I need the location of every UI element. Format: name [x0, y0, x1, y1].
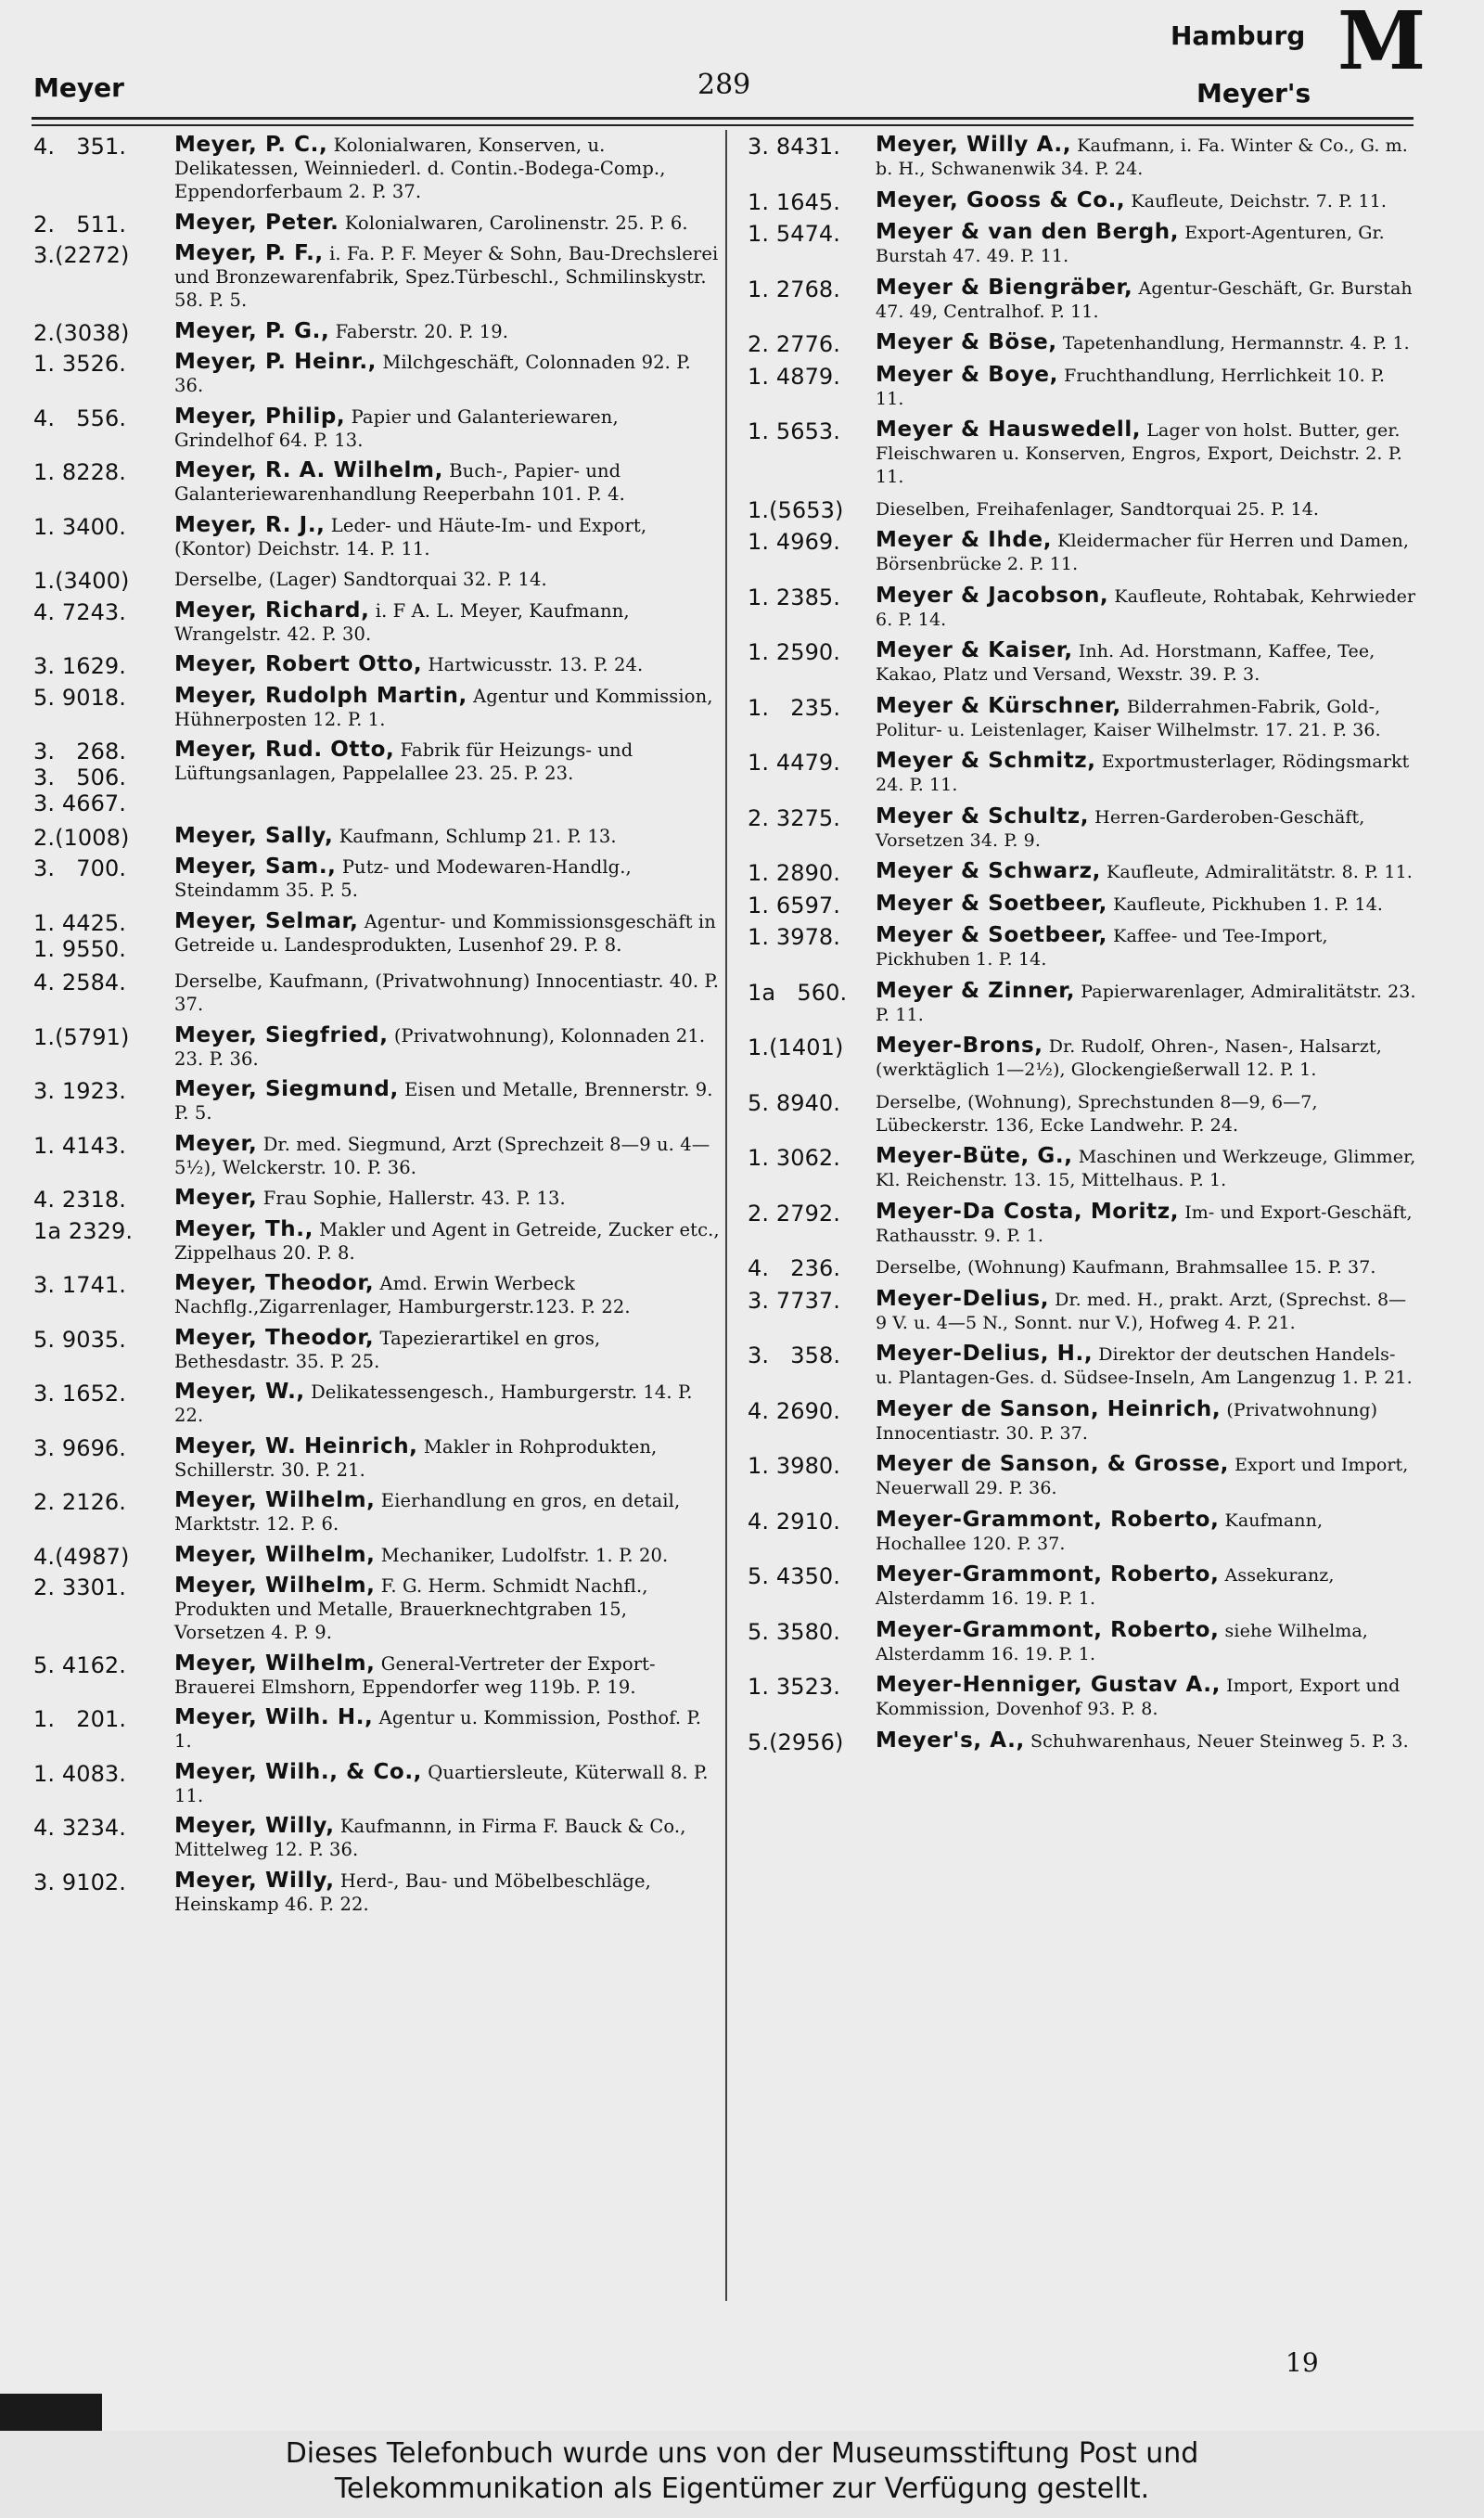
entry-name: Meyer's, A.,	[876, 1728, 1025, 1753]
directory-entry	[33, 685, 720, 731]
entry-details: Frau Sophie, Hallerstr. 43. P. 13.	[257, 1188, 566, 1209]
entry-details: Direktor der deutschen Handels- u. Plantagen-Ges. d. Südsee-Inseln, Am Langenzug 1. P. 21.	[876, 1344, 1413, 1388]
entry-details: Herren-Garderoben-Geschäft, Vorsetzen 34. P. 9.	[876, 806, 1365, 851]
directory-entry	[748, 1729, 1417, 1754]
directory-entry	[33, 739, 720, 816]
directory-entry	[748, 418, 1417, 489]
directory-entry	[33, 514, 720, 560]
entry-name: Meyer-Büte, G.,	[876, 1144, 1073, 1168]
entry-name: Meyer, Th.,	[174, 1216, 313, 1241]
entry-details: Im- und Export-Geschäft, Rathausstr. 9. P. 1.	[876, 1201, 1413, 1246]
entry-details: Faberstr. 20. P. 19.	[329, 320, 509, 342]
phone-number: 1. 201.	[33, 1706, 127, 1732]
entry-name: Meyer-Grammont, Roberto,	[876, 1562, 1220, 1587]
directory-entry	[33, 242, 720, 312]
entry-details: Kolonialwaren, Konserven, u. Delikatessen, Weinniederl. d. Contin.-Bodega-Comp., Eppendorferbaum 2. P. 37.	[174, 135, 666, 202]
entry-name: Meyer-Henniger, Gustav A.,	[876, 1673, 1221, 1697]
entry-details: Papierwarenlager, Admiralitätstr. 23. P. 11.	[876, 981, 1416, 1025]
entry-name: Meyer & Ihde,	[876, 528, 1053, 552]
directory-entry	[748, 1674, 1417, 1721]
directory-entry	[748, 134, 1417, 181]
entry-details: Makler in Rohprodukten, Schillerstr. 30. P. 21.	[174, 1435, 658, 1481]
directory-entry	[748, 331, 1417, 355]
directory-entry	[748, 1034, 1417, 1082]
entry-name: Meyer & Kaiser,	[876, 638, 1073, 662]
entry-name: Meyer, Sally,	[174, 823, 334, 848]
directory-entry	[748, 1398, 1417, 1445]
phone-number: 1. 2590.	[748, 639, 841, 665]
directory-entry	[33, 1024, 720, 1071]
entry-name: Meyer, W.,	[174, 1380, 305, 1404]
entry-details: Putz- und Modewaren-Handlg., Steindamm 35. P. 5.	[174, 856, 632, 901]
entry-details: Maschinen und Werkzeuge, Glimmer, Kl. Reichenstr. 13. 15, Mittelhaus. P. 1.	[876, 1147, 1416, 1190]
entry-details: Derselbe, Kaufmann, (Privatwohnung) Innocentiastr. 40. P. 37.	[174, 970, 719, 1015]
entry-name: Meyer & Soetbeer,	[876, 891, 1108, 916]
entry-details: Lager von holst. Butter, ger. Fleischwaren u. Konserven, Engros, Export, Deichstr. 2. P. 11.	[876, 420, 1402, 487]
phone-number: 2. 2776.	[748, 331, 841, 357]
phone-number: 1. 1645.	[748, 188, 841, 215]
phone-number: 3. 268. 3. 506. 3. 4667.	[33, 739, 127, 816]
entry-details: Eierhandlung en gros, en detail, Marktstr. 12. P. 6.	[174, 1490, 681, 1535]
entry-name: Meyer, Peter.	[174, 210, 339, 235]
header-left-name: Meyer	[33, 72, 124, 103]
entry-details: Herd-, Bau- und Möbelbeschläge, Heinskamp 46. P. 22.	[174, 1869, 651, 1915]
phone-number: 4. 351.	[33, 134, 127, 160]
entry-details: Delikatessengesch., Hamburgerstr. 14. P. 22.	[174, 1381, 693, 1426]
phone-number: 1a 2329.	[33, 1217, 134, 1244]
entry-details: Export-Agenturen, Gr. Burstah 47. 49. P. 11.	[876, 223, 1385, 266]
entry-details: Kaufmannn, in Firma F. Bauck & Co., Mittelweg 12. P. 36.	[174, 1816, 686, 1860]
entry-name: Meyer, Selmar,	[174, 908, 359, 933]
scan-edge-bar	[0, 2394, 102, 2431]
entry-details: Agentur u. Kommission, Posthof. P. 1.	[174, 1707, 702, 1752]
phone-number: 1. 2768.	[748, 276, 841, 302]
directory-entry	[748, 189, 1417, 213]
entry-name: Meyer-Da Costa, Moritz,	[876, 1199, 1180, 1224]
entry-details: Tapezierartikel en gros, Bethesdastr. 35. P. 25.	[174, 1327, 601, 1372]
phone-number: 1. 3062.	[748, 1145, 841, 1171]
directory-entry	[33, 1218, 720, 1265]
entry-details: Hartwicusstr. 13. P. 24.	[422, 654, 644, 675]
entry-name: Meyer, Theodor,	[174, 1271, 375, 1295]
phone-number: 2. 2792.	[748, 1200, 841, 1227]
directory-entry	[33, 855, 720, 902]
entry-details: (Privatwohnung), Kolonnaden 21. 23. P. 36.	[174, 1024, 706, 1070]
directory-entry	[33, 1652, 720, 1699]
phone-number: 4. 556.	[33, 405, 127, 431]
phone-number: 1. 3980.	[748, 1453, 841, 1479]
phone-number: 3. 1652.	[33, 1381, 127, 1407]
entry-details: Kolonialwaren, Carolinenstr. 25. P. 6.	[339, 212, 688, 234]
entry-name: Meyer-Grammont, Roberto,	[876, 1617, 1220, 1642]
phone-number: 4. 2690.	[748, 1397, 841, 1424]
entry-name: Meyer & Schwarz,	[876, 859, 1101, 883]
phone-number: 2.(1008)	[33, 824, 130, 851]
directory-entry	[748, 1563, 1417, 1611]
entry-details: General-Vertreter der Export-Brauerei Elmshorn, Eppendorfer weg 119b. P. 19.	[174, 1652, 656, 1698]
entry-name: Meyer & Jacobson,	[876, 583, 1109, 608]
phone-number: 3. 9102.	[33, 1869, 127, 1895]
entry-name: Meyer,	[174, 1186, 258, 1210]
phone-number: 1. 5474.	[748, 221, 841, 247]
directory-entry	[748, 893, 1417, 917]
caption-line-2: Telekommunikation als Eigentümer zur Verfügung gestellt.	[334, 2473, 1150, 2505]
directory-entry	[33, 1272, 720, 1318]
header-letter: M	[1337, 0, 1426, 88]
entry-name: Meyer, Siegfried,	[174, 1022, 389, 1047]
directory-entry	[748, 1343, 1417, 1390]
entry-details: siehe Wilhelma, Alsterdamm 16. 19. P. 1.	[876, 1620, 1368, 1664]
directory-entry	[748, 364, 1417, 411]
directory-entry	[33, 1574, 720, 1644]
directory-entry	[748, 221, 1417, 268]
caption	[0, 2436, 1484, 2507]
directory-entry	[33, 1078, 720, 1124]
directory-entry	[33, 459, 720, 506]
phone-number: 1.(3400)	[33, 568, 130, 594]
directory-entry	[33, 1133, 720, 1179]
entry-name: Meyer & Schultz,	[876, 803, 1090, 829]
entry-details: Bilderrahmen-Fabrik, Gold-, Politur- u. Leistenlager, Kaiser Wilhelmstr. 17. 21. P. 36.	[876, 696, 1381, 740]
entry-details: Agentur-Geschäft, Gr. Burstah 47. 49, Centralhof. P. 11.	[876, 277, 1413, 322]
directory-entry	[748, 1619, 1417, 1666]
entry-name: Meyer-Grammont, Roberto,	[876, 1507, 1220, 1532]
entry-name: Meyer & van den Bergh,	[876, 220, 1180, 244]
entry-details: Export und Import, Neuerwall 29. P. 36.	[876, 1455, 1409, 1498]
phone-number: 3. 7737.	[748, 1287, 841, 1314]
directory-entry	[33, 318, 720, 346]
entry-name: Meyer, Wilhelm,	[174, 1488, 376, 1512]
directory-entry	[33, 1435, 720, 1482]
directory-entry	[33, 970, 720, 1016]
entry-name: Meyer de Sanson, Heinrich,	[876, 1396, 1222, 1421]
page-number: 289	[697, 69, 751, 101]
entry-details: Milchgeschäft, Colonnaden 92. P. 36.	[174, 352, 691, 396]
column-divider	[725, 130, 727, 2301]
phone-number: 1. 8228.	[33, 459, 127, 485]
phone-number: 5. 4350.	[748, 1563, 841, 1589]
phone-number: 1. 6597.	[748, 892, 841, 919]
entry-name: Meyer, Wilh. H.,	[174, 1705, 374, 1729]
phone-number: 4. 2910.	[748, 1508, 841, 1535]
directory-entry	[33, 568, 720, 594]
entry-name: Meyer & Kürschner,	[876, 693, 1121, 718]
phone-number: 1.(5791)	[33, 1023, 130, 1050]
directory-entry	[33, 910, 720, 962]
entry-name: Meyer & Biengräber,	[876, 275, 1133, 300]
entry-details: Agentur und Kommission, Hühnerposten 12. P. 1.	[174, 685, 713, 730]
directory-entry	[33, 134, 720, 203]
directory-entry	[33, 1327, 720, 1373]
phone-number: 3. 1923.	[33, 1078, 127, 1104]
entry-details: Kleidermacher für Herren und Damen, Börsenbrücke 2. P. 11.	[876, 531, 1410, 574]
entry-details: Fabrik für Heizungs- und Lüftungsanlagen, Pappelallee 23. 25. P. 23.	[174, 739, 633, 784]
directory-entry	[748, 276, 1417, 324]
entry-details: Buch-, Papier- und Galanteriewarenhandlung Reeperbahn 101. P. 4.	[174, 460, 625, 505]
entry-name: Meyer de Sanson, & Grosse,	[876, 1452, 1229, 1476]
phone-number: 2.(3038)	[33, 319, 130, 346]
page-marker: 19	[1286, 2347, 1319, 2378]
phone-number: 1. 4879.	[748, 363, 841, 390]
entry-details: Agentur- und Kommissionsgeschäft in Getreide u. Landesprodukten, Lusenhof 29. P. 8.	[174, 910, 716, 956]
phone-number: 2. 511.	[33, 211, 127, 238]
entry-name: Meyer, Willy A.,	[876, 133, 1072, 157]
entry-details: Papier und Galanteriewaren, Grindelhof 64. P. 13.	[174, 405, 619, 451]
entry-name: Meyer, P. Heinr.,	[174, 350, 377, 374]
entry-name: Meyer & Schmitz,	[876, 749, 1096, 773]
entry-details: Kaufleute, Admiralitätstr. 8. P. 11.	[1100, 862, 1413, 882]
directory-entry	[33, 652, 720, 679]
directory-entry	[33, 823, 720, 851]
directory-entry	[748, 1453, 1417, 1500]
phone-number: 3. 9696.	[33, 1434, 127, 1461]
phone-number: 4. 3234.	[33, 1815, 127, 1841]
entry-details: Derselbe, (Lager) Sandtorquai 32. P. 14.	[174, 569, 547, 590]
directory-entry	[33, 1186, 720, 1213]
phone-number: 1. 4083.	[33, 1760, 127, 1787]
directory-entry	[748, 1201, 1417, 1248]
entry-name: Meyer, Wilhelm,	[174, 1542, 376, 1567]
phone-number: 1. 3523.	[748, 1674, 841, 1700]
entry-details: Kaufleute, Pickhuben 1. P. 14.	[1107, 893, 1384, 915]
entry-details: Kaffee- und Tee-Import, Pickhuben 1. P. 14.	[876, 926, 1328, 970]
entry-name: Meyer, Philip,	[174, 404, 346, 429]
entry-name: Meyer, W. Heinrich,	[174, 1433, 418, 1458]
entry-details: Kaufmann, i. Fa. Winter & Co., G. m. b. H., Schwanenwik 34. P. 24.	[876, 135, 1408, 179]
entry-details: Leder- und Häute-Im- und Export, (Kontor) Deichstr. 14. P. 11.	[174, 514, 647, 559]
directory-entry	[748, 1255, 1417, 1279]
entry-name: Meyer & Soetbeer,	[876, 923, 1108, 947]
entry-name: Meyer, Theodor,	[174, 1325, 375, 1350]
entry-details: Kaufmann, Hochallee 120. P. 37.	[876, 1510, 1324, 1554]
entry-details: Dr. med. Siegmund, Arzt (Sprechzeit 8—9 u. 4—5½), Welckerstr. 10. P. 36.	[174, 1133, 710, 1178]
entry-name: Meyer, Siegmund,	[174, 1077, 399, 1101]
phone-number: 3. 8431.	[748, 134, 841, 160]
entry-name: Meyer, Richard,	[174, 597, 370, 623]
entry-name: Meyer & Hauswedell,	[876, 418, 1142, 442]
phone-number: 4. 7243.	[33, 598, 127, 625]
entry-details: Makler und Agent in Getreide, Zucker etc., Zippelhaus 20. P. 8.	[174, 1218, 720, 1264]
directory-entry	[748, 497, 1417, 521]
phone-number: 1. 235.	[748, 694, 841, 721]
directory-entry	[748, 1509, 1417, 1556]
entry-details: i. Fa. P. F. Meyer & Sohn, Bau-Drechslerei und Bronzewarenfabrik, Spez.Türbeschl., Schmilinskystr. 58. P. 5.	[174, 243, 719, 311]
directory-entry	[33, 405, 720, 452]
entry-name: Meyer, Robert Otto,	[174, 652, 423, 676]
entry-name: Meyer-Brons,	[876, 1034, 1043, 1058]
entry-details: Tapetenhandlung, Hermannstr. 4. P. 1.	[1056, 333, 1410, 353]
entry-name: Meyer, Rud. Otto,	[174, 738, 395, 762]
phone-number: 3. 358.	[748, 1343, 841, 1368]
entry-name: Meyer, P. F.,	[174, 241, 324, 265]
phone-number: 1.(5653)	[748, 496, 844, 523]
phone-number: 3.(2272)	[33, 242, 130, 268]
entry-details: Quartiersleute, Küterwall 8. P. 11.	[174, 1761, 709, 1806]
phone-number: 2. 2126.	[33, 1489, 127, 1515]
directory-entry	[33, 1706, 720, 1753]
phone-number: 1. 4143.	[33, 1132, 127, 1159]
entry-details: Derselbe, (Wohnung), Sprechstunden 8—9, 6—7, Lübeckerstr. 136, Ecke Landwehr. P. 24.	[876, 1091, 1318, 1136]
directory-entry	[33, 351, 720, 397]
directory-entry	[748, 585, 1417, 632]
directory-entry	[33, 1761, 720, 1807]
directory-entry	[33, 210, 720, 238]
entry-details: Fruchthandlung, Herrlichkeit 10. P. 11.	[876, 365, 1386, 409]
left-column	[33, 134, 720, 1923]
entry-name: Meyer & Boye,	[876, 362, 1058, 387]
entry-details: Dr. med. H., prakt. Arzt, (Sprechst. 8—9 V. u. 4—5 N., Sonnt. nur V.), Hofweg 4. P. 21.	[876, 1289, 1407, 1333]
entry-details: Kaufmann, Schlump 21. P. 13.	[333, 825, 617, 847]
entry-name: Meyer & Zinner,	[876, 978, 1076, 1003]
entry-name: Meyer, Willy,	[174, 1868, 335, 1893]
directory-entry	[33, 1869, 720, 1916]
entry-name: Meyer, Gooss & Co.,	[876, 187, 1126, 212]
phone-number: 1. 2385.	[748, 584, 841, 610]
phone-number: 3. 1629.	[33, 653, 127, 679]
entry-name: Meyer-Delius, H.,	[876, 1342, 1094, 1366]
directory-entry	[748, 639, 1417, 687]
entry-name: Meyer, Wilhelm,	[174, 1651, 376, 1676]
entry-details: Inh. Ad. Horstmann, Kaffee, Tee, Kakao, Platz und Versand, Wexstr. 39. P. 3.	[876, 641, 1375, 685]
phone-number: 4. 2584.	[33, 970, 127, 996]
entry-details: Assekuranz, Alsterdamm 16. 19. P. 1.	[876, 1565, 1335, 1609]
entry-details: Schuhwarenhaus, Neuer Steinweg 5. P. 3.	[1024, 1730, 1409, 1752]
phone-number: 5. 8940.	[748, 1089, 841, 1116]
entry-name: Meyer, Rudolph Martin,	[174, 683, 467, 708]
entry-details: Kaufleute, Rohtabak, Kehrwieder 6. P. 14.	[876, 585, 1416, 630]
phone-number: 1. 4479.	[748, 750, 841, 776]
phone-number: 1. 4969.	[748, 529, 841, 555]
directory-entry	[748, 980, 1417, 1027]
right-column	[748, 134, 1417, 1761]
directory-entry	[748, 1288, 1417, 1335]
directory-entry	[748, 1145, 1417, 1192]
header-rule	[32, 117, 1414, 120]
phone-number: 1. 3400.	[33, 513, 127, 540]
phone-number: 1. 2890.	[748, 860, 841, 886]
directory-entry	[33, 1381, 720, 1427]
entry-name: Meyer, P. G.,	[174, 318, 330, 343]
entry-name: Meyer & Böse,	[876, 330, 1057, 354]
phone-number: 1. 3978.	[748, 924, 841, 950]
entry-name: Meyer, P. C.,	[174, 133, 328, 157]
entry-details: Exportmusterlager, Rödingsmarkt 24. P. 11.	[876, 752, 1410, 795]
entry-details: F. G. Herm. Schmidt Nachfl., Produkten und Metalle, Brauerknechtgraben 15, Vorsetzen 4. P. 9.	[174, 1575, 648, 1643]
entry-name: Meyer, Willy,	[174, 1814, 335, 1838]
phone-number: 1a 560.	[748, 979, 848, 1006]
directory-entry	[748, 924, 1417, 971]
entry-details: Eisen und Metalle, Brennerstr. 9. P. 5.	[174, 1079, 713, 1124]
entry-details: Dr. Rudolf, Ohren-, Nasen-, Halsarzt, (werktäglich 1—2½), Glockengießerwall 12. P. 1.	[876, 1036, 1382, 1080]
phone-number: 5. 4162.	[33, 1651, 127, 1678]
caption-line-1: Dieses Telefonbuch wurde uns von der Museumsstiftung Post und	[285, 2437, 1199, 2470]
entry-name: Meyer, R. A. Wilhelm,	[174, 458, 443, 482]
phone-number: 2. 3301.	[33, 1574, 127, 1600]
entry-name: Meyer-Delius,	[876, 1286, 1050, 1311]
directory-entry	[748, 860, 1417, 884]
phone-number: 3. 700.	[33, 855, 127, 881]
phone-number: 4. 236.	[748, 1255, 841, 1281]
entry-details: Amd. Erwin Werbeck Nachflg.,Zigarrenlager, Hamburgerstr.123. P. 22.	[174, 1273, 631, 1317]
directory-entry	[33, 1815, 720, 1861]
directory-entry	[748, 805, 1417, 853]
entry-name: Meyer, Wilhelm,	[174, 1574, 376, 1598]
phone-number: 3. 1741.	[33, 1272, 127, 1298]
phone-number: 1. 3526.	[33, 351, 127, 377]
entry-details: Mechaniker, Ludolfstr. 1. P. 20.	[375, 1544, 669, 1566]
entry-details: Import, Export und Kommission, Dovenhof 93. P. 8.	[876, 1676, 1401, 1719]
phone-number: 5.(2956)	[748, 1728, 844, 1755]
directory-entry	[748, 695, 1417, 742]
entry-name: Meyer, Wilh., & Co.,	[174, 1759, 422, 1784]
entry-details: Dieselben, Freihafenlager, Sandtorquai 25. P. 14.	[876, 498, 1320, 520]
phone-number: 5. 3580.	[748, 1618, 841, 1645]
entry-details: Derselbe, (Wohnung) Kaufmann, Brahmsallee 15. P. 37.	[876, 1257, 1376, 1278]
entry-details: Kaufleute, Deichstr. 7. P. 11.	[1125, 190, 1388, 212]
phone-number: 4. 2318.	[33, 1187, 127, 1213]
entry-name: Meyer, Sam.,	[174, 854, 337, 879]
entry-name: Meyer, R. J.,	[174, 512, 326, 537]
header-right-name: Meyer's	[1196, 78, 1311, 109]
phone-number: 1.(1401)	[748, 1034, 844, 1060]
phone-number: 1. 5653.	[748, 418, 841, 444]
entry-name: Meyer,	[174, 1131, 258, 1156]
directory-entry	[748, 529, 1417, 576]
entry-details: (Privatwohnung) Innocentiastr. 30. P. 37.	[876, 1399, 1378, 1444]
header-rule-secondary	[32, 124, 1414, 126]
phone-number: 5. 9018.	[33, 684, 127, 711]
directory-entry	[33, 1542, 720, 1570]
directory-entry	[748, 1090, 1417, 1137]
phone-number: 1. 4425. 1. 9550.	[33, 909, 127, 962]
phone-number: 5. 9035.	[33, 1326, 127, 1353]
directory-entry	[748, 750, 1417, 797]
phone-number: 2. 3275.	[748, 804, 841, 831]
directory-entry	[33, 599, 720, 646]
header-city: Hamburg	[1171, 20, 1306, 51]
phone-number: 4.(4987)	[33, 1543, 130, 1570]
directory-entry	[33, 1489, 720, 1535]
entry-details: i. F A. L. Meyer, Kaufmann, Wrangelstr. 42. P. 30.	[174, 599, 630, 645]
